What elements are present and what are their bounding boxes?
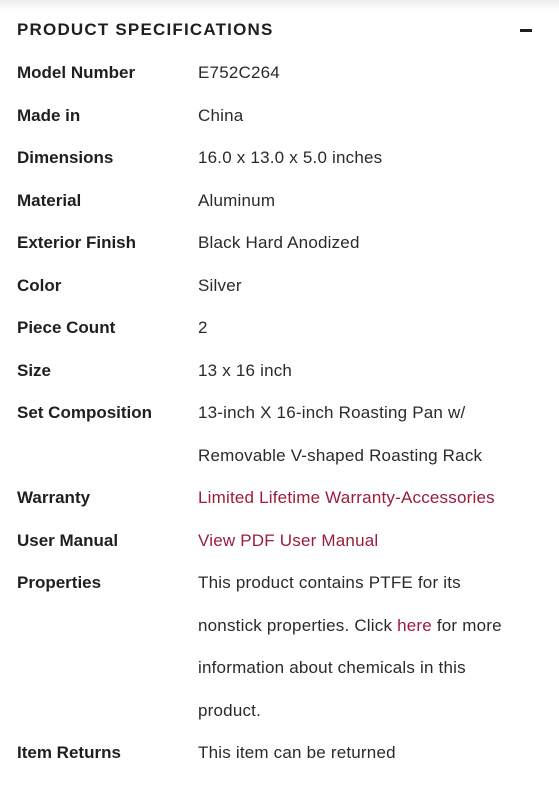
collapse-minus-icon[interactable] [519,23,533,37]
spec-value: Black Hard Anodized [198,233,360,252]
chemicals-info-link[interactable]: here [397,615,432,635]
spec-row-size [17,350,537,393]
spec-row-material [17,180,537,223]
properties-text-after: for more information about chemicals in this product. [198,615,502,720]
spec-label: Made in [17,105,81,125]
spec-value: 13-inch X 16-inch Roasting Pan w/ Removable V-shaped Roasting Rack [198,403,483,465]
spec-row-properties [17,562,537,732]
spec-value [198,562,514,732]
user-manual-link[interactable]: View PDF User Manual [198,530,379,550]
spec-label: Set Composition [17,403,153,422]
spec-label: Exterior Finish [17,233,137,252]
specifications-header[interactable] [17,17,533,43]
properties-text-before: This product contains PTFE for its nonstick properties. Click [198,573,461,635]
spec-label: User Manual [17,530,119,550]
spec-label: Dimensions [17,148,114,167]
spec-label: Properties [17,573,102,592]
spec-value: This item can be returned [198,743,396,762]
spec-label: Material [17,190,82,210]
spec-label: Piece Count [17,318,116,337]
spec-label: Color [17,275,62,295]
spec-row-dimensions [17,137,537,180]
spec-value: 16.0 x 13.0 x 5.0 inches [198,148,383,167]
warranty-link[interactable]: Limited Lifetime Warranty-Accessories [198,488,495,507]
spec-row-set-composition [17,392,537,477]
top-shadow [0,0,559,10]
spec-row-model-number [17,52,537,95]
section-title: PRODUCT SPECIFICATIONS [17,20,274,39]
spec-row-color [17,265,537,308]
spec-table [17,52,537,775]
spec-label: Size [17,360,52,380]
spec-label: Warranty [17,488,91,507]
spec-row-user-manual [17,520,537,563]
spec-label: Item Returns [17,743,121,762]
spec-value: Silver [198,275,242,295]
spec-row-item-returns [17,732,537,775]
spec-label: Model Number [17,63,136,82]
spec-value [198,520,537,563]
spec-value: E752C264 [198,63,280,82]
spec-value: 2 [198,318,208,337]
spec-value [198,477,537,520]
spec-row-warranty [17,477,537,520]
spec-value: China [198,105,244,125]
spec-row-exterior-finish [17,222,537,265]
spec-value: Aluminum [198,190,276,210]
spec-row-made-in [17,95,537,138]
spec-row-piece-count [17,307,537,350]
spec-value: 13 x 16 inch [198,360,293,380]
